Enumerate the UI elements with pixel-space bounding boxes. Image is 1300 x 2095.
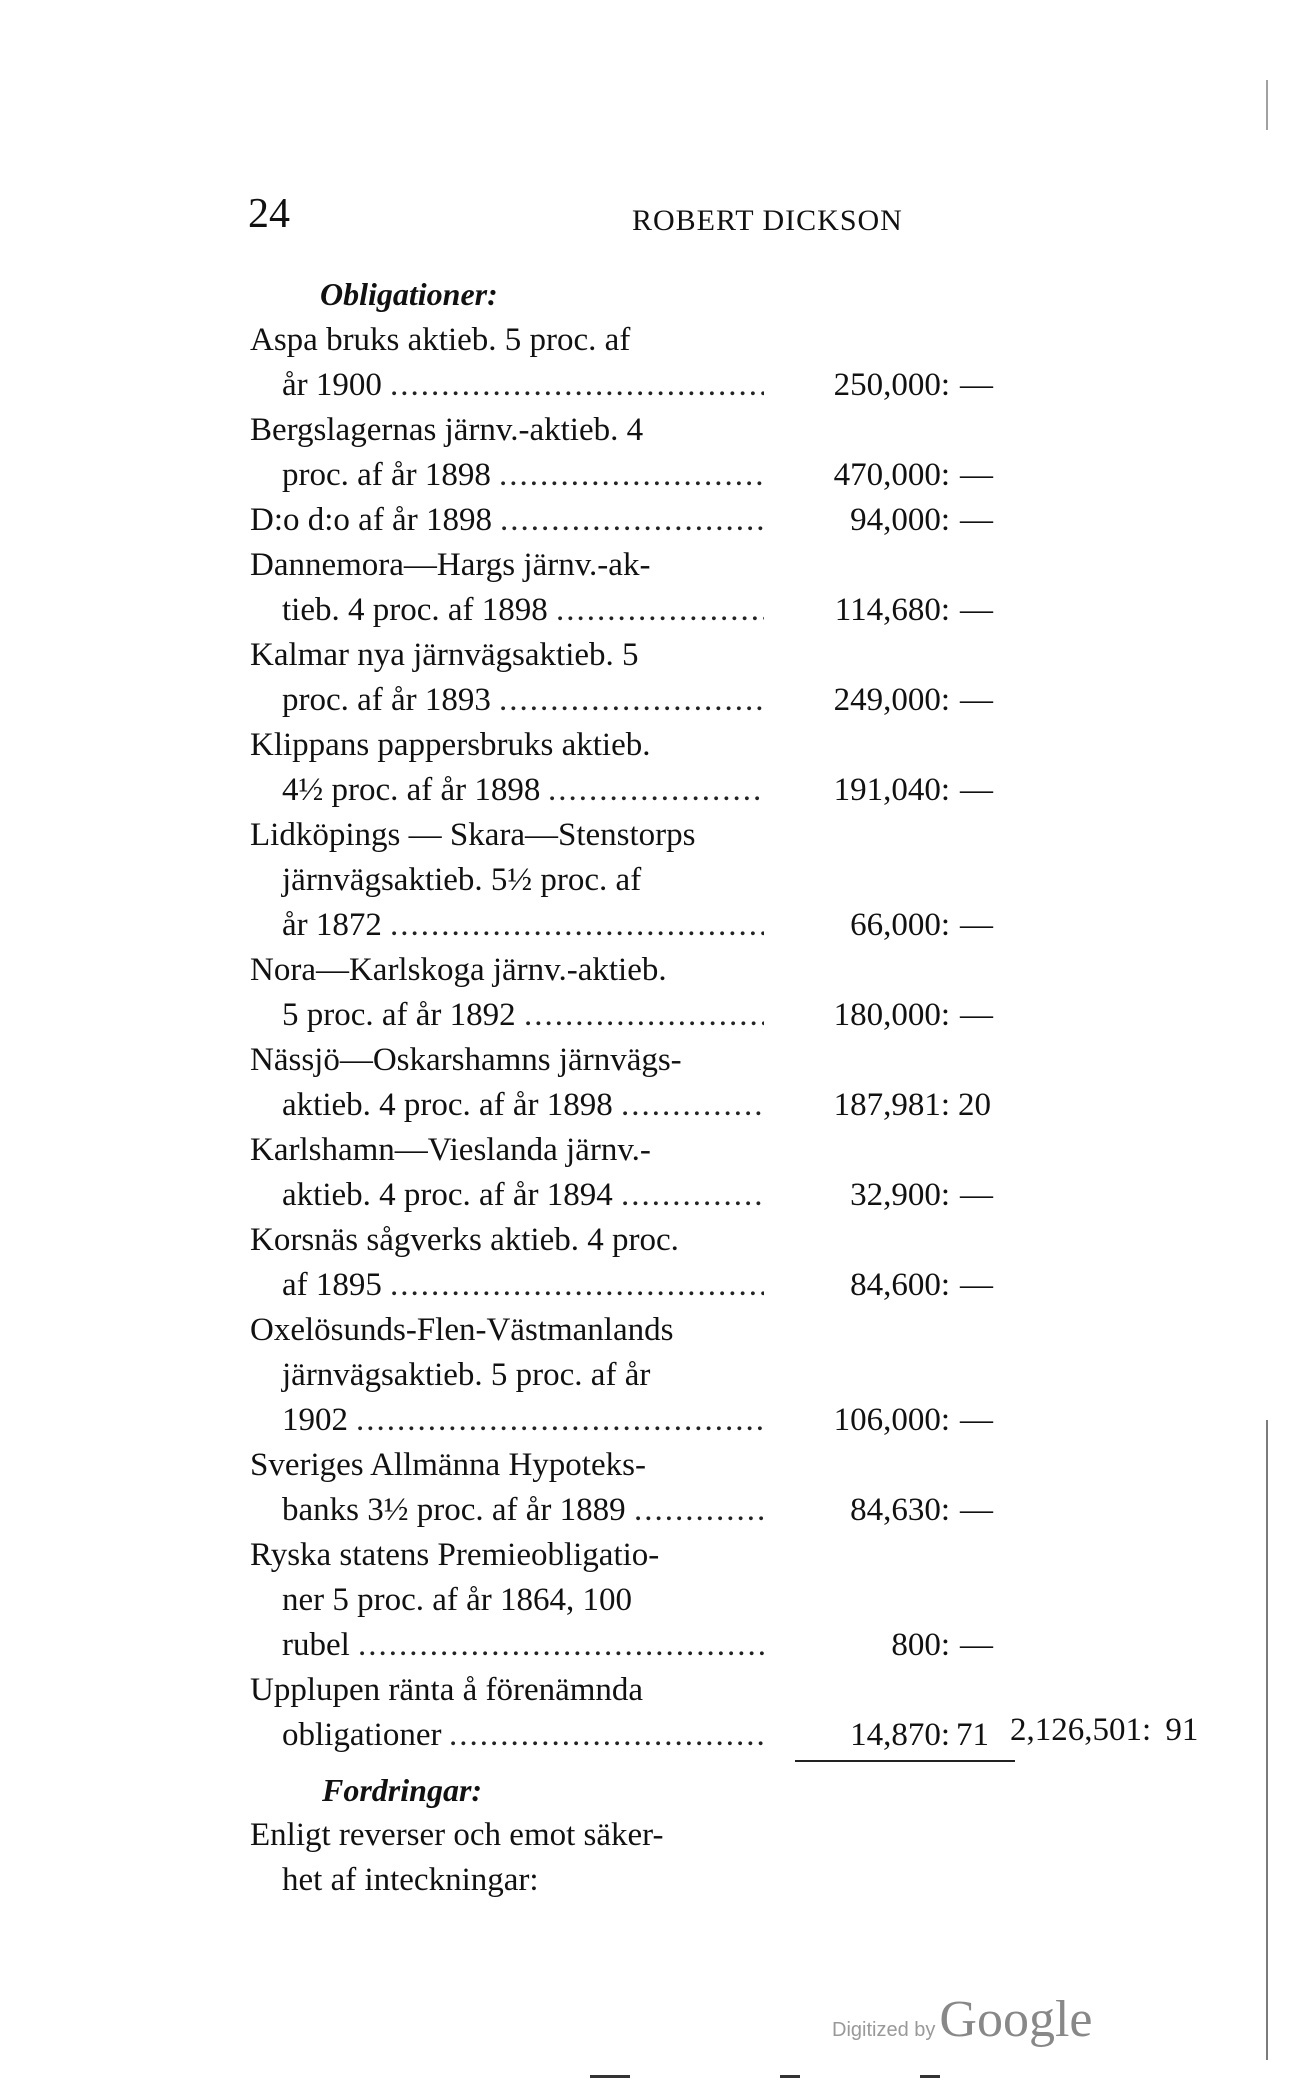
entry-line: Upplupen ränta å förenämnda [250,1672,644,1708]
section-heading-fordringar: Fordringar: [322,1772,483,1808]
amount-value: 249,000: [833,682,950,718]
section-heading-obligationer: Obligationer: [320,276,498,312]
dot-leader [556,592,764,629]
entry-line: järnvägsaktieb. 5 proc. af år [282,1357,651,1393]
entry-line: Bergslagernas järnv.-aktieb. 4 [250,412,644,448]
amount-value: 191,040: [833,772,950,808]
dot-leader [499,682,764,719]
entry-line: af 1895 ..... [282,1267,770,1309]
fraction-value: — [960,682,993,718]
amount-value: 187,981: [833,1087,950,1123]
entry-line: Sveriges Allmänna Hypoteks- [250,1447,646,1483]
entry-line: 1902 ..... [282,1402,770,1444]
scan-smudge [780,2075,800,2078]
entry-line: Klippans pappersbruks aktieb. [250,727,651,763]
entry-line: aktieb. 4 proc. af år 1894 ..... [282,1177,770,1219]
entry-line: Nässjö—Oskarshamns järnvägs- [250,1042,682,1078]
entry-line: år 1900 ..... [282,367,770,409]
entry-line: Enligt reverser och emot säker- [250,1817,664,1853]
watermark-prefix: Digitized by [832,2019,936,2041]
dot-leader [621,1087,764,1124]
dot-leader [390,367,764,404]
fraction-value: — [960,592,993,628]
entry-line: proc. af år 1893 ..... [282,682,770,724]
fraction-value: — [960,367,993,403]
entry-line: aktieb. 4 proc. af år 1898 ..... [282,1087,770,1129]
watermark [832,1990,1092,2049]
entry-line: Aspa bruks aktieb. 5 proc. af [250,322,631,358]
margin-line [1266,1420,1268,2060]
amount-value: 250,000: [833,367,950,403]
amount-value: 470,000: [833,457,950,493]
amount-value: 66,000: [850,907,950,943]
entry-line: tieb. 4 proc. af 1898 ..... [282,592,770,634]
scan-smudge [920,2075,940,2078]
column-total [1010,1712,1198,1749]
total-amount: 2,126,501: [1010,1712,1152,1748]
dot-leader [548,772,764,809]
fraction-value: — [960,1267,993,1303]
dot-leader [449,1717,764,1754]
fraction-value: — [960,1627,993,1663]
amount-value: 32,900: [850,1177,950,1213]
sum-rule [795,1760,1015,1762]
entry-line: D:o d:o af år 1898 ..... [250,502,770,544]
dot-leader [390,1267,764,1304]
dot-leader [390,907,764,944]
dot-leader [358,1627,764,1664]
entry-line: år 1872 ..... [282,907,770,949]
fraction-value: — [960,502,993,538]
entry-line: Korsnäs sågverks aktieb. 4 proc. [250,1222,679,1258]
fraction-value: 20 [958,1087,991,1123]
entry-line: Ryska statens Premieobligatio- [250,1537,660,1573]
entry-line: Kalmar nya järnvägsaktieb. 5 [250,637,639,673]
page-number: 24 [248,191,290,237]
entry-line: 5 proc. af år 1892 ..... [282,997,770,1039]
amount-value: 94,000: [850,502,950,538]
amount-value: 14,870: [850,1717,950,1753]
scan-smudge [590,2075,630,2078]
entry-line: rubel ..... [282,1627,770,1669]
margin-line [1266,80,1268,130]
dot-leader [621,1177,764,1214]
entry-line: 4½ proc. af år 1898 ..... [282,772,770,814]
entry-line: Oxelösunds-Flen-Västmanlands [250,1312,674,1348]
fraction-value: — [960,907,993,943]
total-fraction: 91 [1165,1712,1199,1748]
amount-value: 84,630: [850,1492,950,1528]
fraction-value: — [960,997,993,1033]
fraction-value: — [960,1402,993,1438]
fraction-value: — [960,1177,993,1213]
running-head: ROBERT DICKSON [632,204,903,237]
amount-value: 180,000: [833,997,950,1033]
entry-line: banks 3½ proc. af år 1889 ..... [282,1492,770,1534]
entry-line: Lidköpings — Skara—Stenstorps [250,817,696,853]
entry-line: obligationer ..... [282,1717,770,1759]
dot-leader [500,502,764,539]
watermark-brand: Google [939,1991,1093,2048]
entry-line: Nora—Karlskoga järnv.-aktieb. [250,952,667,988]
amount-value: 800: [891,1627,950,1663]
dot-leader [499,457,764,494]
amount-value: 84,600: [850,1267,950,1303]
dot-leader [356,1402,764,1439]
entry-line: järnvägsaktieb. 5½ proc. af [282,862,642,898]
entry-line: het af inteckningar: [282,1862,539,1898]
amount-value: 106,000: [833,1402,950,1438]
entry-line: Karlshamn—Vieslanda järnv.- [250,1132,651,1168]
fraction-value: — [960,457,993,493]
fraction-value: 71 [956,1717,989,1753]
entry-line: proc. af år 1898 ..... [282,457,770,499]
entry-line: Dannemora—Hargs järnv.-ak- [250,547,651,583]
fraction-value: — [960,1492,993,1528]
dot-leader [634,1492,764,1529]
fraction-value: — [960,772,993,808]
amount-value: 114,680: [834,592,950,628]
dot-leader [524,997,764,1034]
entry-line: ner 5 proc. af år 1864, 100 [282,1582,633,1618]
